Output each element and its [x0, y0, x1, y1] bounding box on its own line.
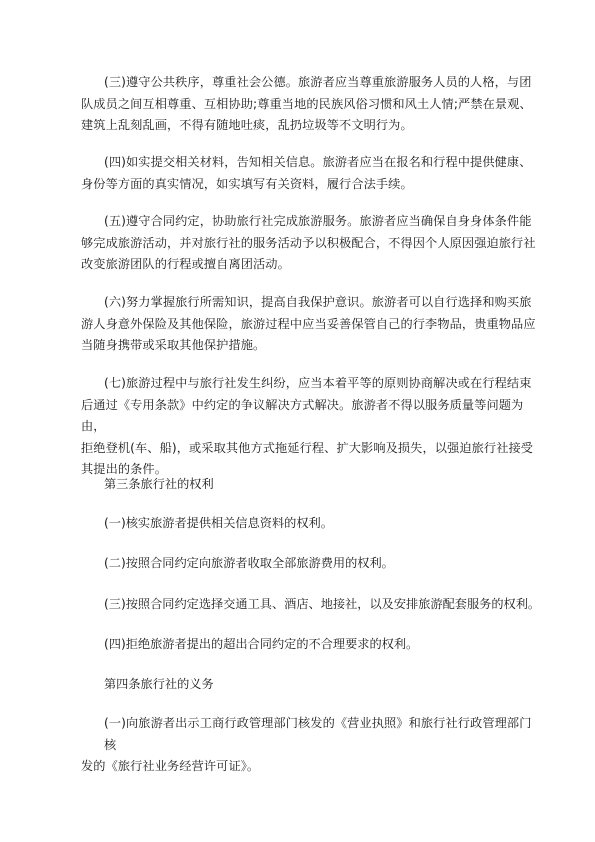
paragraph-line: 建筑上乱刻乱画，不得有随地吐痰，乱扔垃圾等不文明行为。 [81, 118, 413, 132]
paragraph-line: 身份等方面的真实情况，如实填写有关资料，履行合法手续。 [81, 176, 413, 191]
paragraph-line: (七)旅游过程中与旅行社发生纠纷，应当本着平等的原则协商解决或在行程结束 [104, 376, 532, 390]
paragraph-line: 后通过《专用条款》中约定的争议解决方式解决。旅游者不得以服务质量等问题为由， [81, 397, 524, 433]
paragraph-line: 发的《旅行社业务经营许可证》。 [81, 759, 260, 773]
rights-item: (二)按照合同约定向旅游者收取全部旅游费用的权利。 [104, 556, 394, 570]
paragraph-san [81, 72, 540, 137]
rights-item: (三)按照合同约定选择交通工具、酒店、地接社，以及安排旅游配套服务的权利。 [104, 597, 541, 611]
section-heading-article-4: 第四条旅行社的义务 [104, 677, 214, 691]
paragraph-liu [81, 292, 540, 357]
paragraph-line: 够完成旅游活动，并对旅行社的服务活动予以积极配合，不得因个人原因强迫旅行社 [81, 235, 536, 250]
rights-item: (四)拒绝旅游者提出的超出合同约定的不合理要求的权利。 [104, 637, 419, 651]
paragraph-line: 拒绝登机(车、船)，或采取其他方式拖延行程、扩大影响及损失，以强迫旅行社接受 [81, 440, 534, 455]
paragraph-line: 其提出的条件。 [81, 462, 168, 476]
paragraph-qi [81, 373, 540, 481]
paragraph-line: 改变旅游团队的行程或擅自离团活动。 [81, 257, 290, 271]
paragraph-line: 当随身携带或采取其他保护措施。 [81, 338, 266, 352]
paragraph-line: (三)遵守公共秩序，尊重社会公德。旅游者应当尊重旅游服务人员的人格，与团 [104, 75, 532, 89]
paragraph-wu [81, 211, 540, 276]
paragraph-line: (四)如实提交相关材料，告知相关信息。旅游者应当在报名和行程中提供健康、 [104, 155, 532, 169]
paragraph-line: 队成员之间互相尊重、互相协助;尊重当地的民族风俗习惯和风土人情;严禁在景观、 [81, 96, 532, 111]
obligation-item [81, 713, 540, 778]
paragraph-line: 游人身意外保险及其他保险，旅游过程中应当妥善保管自己的行李物品，贵重物品应 [81, 316, 536, 331]
paragraph-line: (五)遵守合同约定，协助旅行社完成旅游服务。旅游者应当确保自身身体条件能 [104, 214, 532, 228]
rights-item: (一)核实旅游者提供相关信息资料的权利。 [104, 516, 333, 530]
paragraph-si [81, 152, 540, 195]
paragraph-line: (六)努力掌握旅行所需知识，提高自我保护意识。旅游者可以自行选择和购买旅 [104, 295, 532, 309]
section-heading-article-3: 第三条旅行社的权利 [104, 477, 214, 491]
paragraph-line: (一)向旅游者出示工商行政管理部门核发的《营业执照》和旅行社行政管理部门核 [104, 716, 532, 752]
